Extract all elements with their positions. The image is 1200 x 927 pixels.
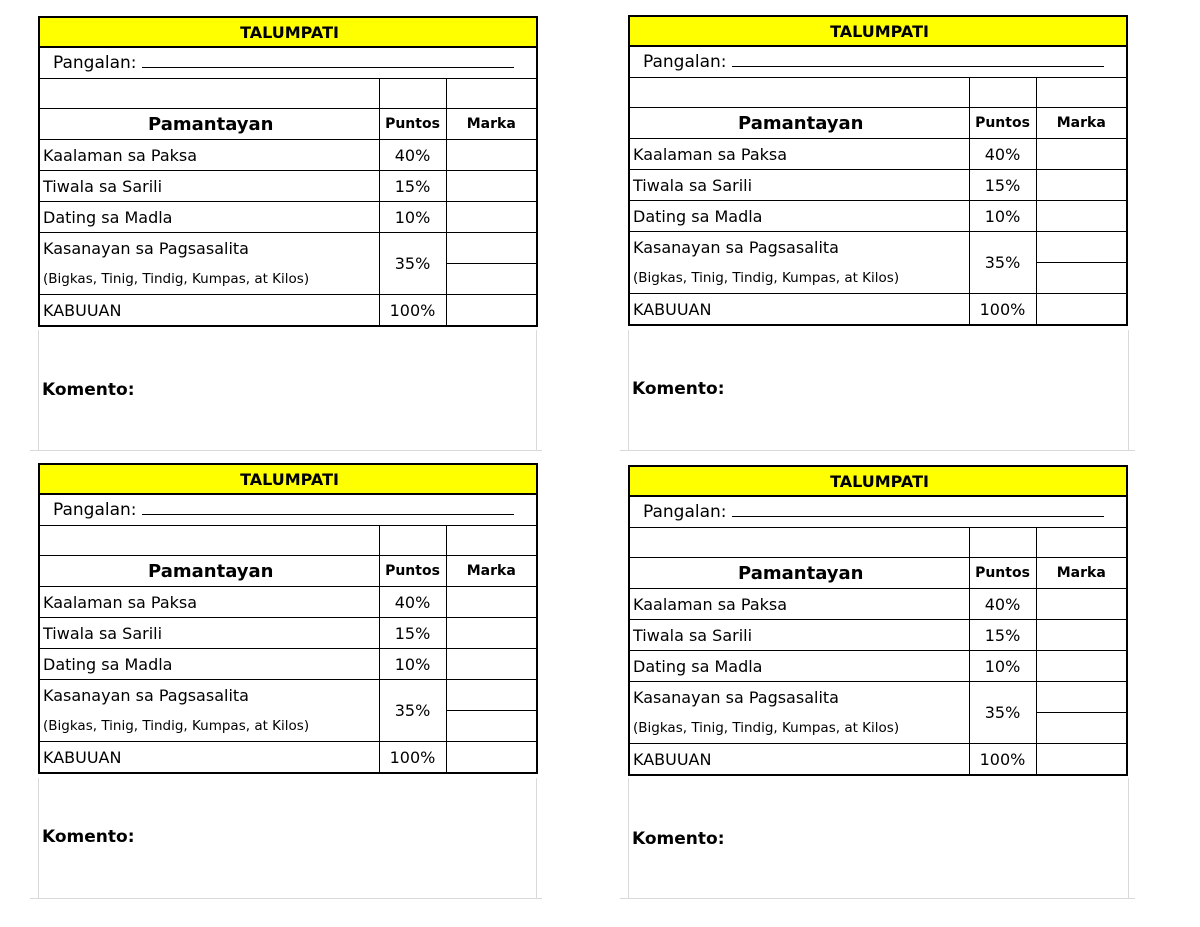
card-title: TALUMPATI [629, 466, 1127, 496]
grid-line [620, 898, 1135, 899]
score-header: Marka [1036, 108, 1127, 139]
criteria-cell: Kasanayan sa Pagsasalita [629, 232, 969, 263]
rubric-table [628, 15, 1128, 326]
empty-cell [379, 79, 446, 109]
name-blank-line[interactable] [732, 52, 1104, 67]
grid-line [38, 330, 39, 450]
name-label: Pangalan: [643, 502, 727, 522]
points-cell: 40% [969, 589, 1036, 620]
grid-line [536, 330, 537, 450]
score-header: Marka [446, 556, 537, 587]
points-header: Puntos [379, 109, 446, 140]
total-points: 100% [379, 295, 446, 327]
score-cell[interactable] [1036, 620, 1127, 651]
criteria-subtext: (Bigkas, Tinig, Tindig, Kumpas, at Kilos) [39, 264, 379, 295]
points-cell: 10% [379, 202, 446, 233]
criteria-cell: Dating sa Madla [629, 651, 969, 682]
score-cell[interactable] [1036, 139, 1127, 170]
score-cell[interactable] [1036, 201, 1127, 232]
criteria-header: Pamantayan [629, 108, 969, 139]
points-header: Puntos [969, 108, 1036, 139]
card-title: TALUMPATI [39, 17, 537, 47]
score-cell[interactable] [1036, 589, 1127, 620]
rubric-card-4 [628, 465, 1128, 897]
total-label: KABUUAN [39, 742, 379, 774]
grid-line [38, 778, 39, 898]
score-cell[interactable] [446, 618, 537, 649]
grid-line [628, 330, 629, 450]
rubric-card-3 [38, 463, 538, 895]
score-cell[interactable] [1036, 651, 1127, 682]
grid-line [628, 778, 629, 898]
criteria-cell: Kaalaman sa Paksa [39, 587, 379, 618]
score-cell[interactable] [446, 587, 537, 618]
name-field[interactable] [39, 494, 537, 526]
total-score-cell[interactable] [446, 742, 537, 774]
criteria-cell: Kaalaman sa Paksa [39, 140, 379, 171]
card-title: TALUMPATI [629, 16, 1127, 46]
criteria-cell: Dating sa Madla [629, 201, 969, 232]
name-label: Pangalan: [53, 53, 137, 73]
points-cell: 35% [379, 680, 446, 742]
criteria-cell: Tiwala sa Sarili [629, 620, 969, 651]
score-cell[interactable] [1036, 682, 1127, 713]
total-score-cell[interactable] [446, 295, 537, 327]
grid-line [30, 450, 542, 451]
score-cell[interactable] [446, 140, 537, 171]
score-cell[interactable] [446, 649, 537, 680]
rubric-card-1 [38, 16, 538, 448]
empty-cell [379, 526, 446, 556]
name-blank-line[interactable] [732, 502, 1104, 517]
score-cell[interactable] [446, 264, 537, 295]
total-points: 100% [969, 744, 1036, 776]
total-score-cell[interactable] [1036, 294, 1127, 326]
empty-cell [1036, 528, 1127, 558]
criteria-cell: Kasanayan sa Pagsasalita [39, 680, 379, 711]
points-cell: 10% [969, 651, 1036, 682]
empty-cell [969, 78, 1036, 108]
criteria-cell: Kaalaman sa Paksa [629, 139, 969, 170]
points-cell: 10% [969, 201, 1036, 232]
comment-label: Komento: [632, 829, 725, 849]
empty-cell [629, 78, 969, 108]
criteria-cell: Tiwala sa Sarili [629, 170, 969, 201]
total-score-cell[interactable] [1036, 744, 1127, 776]
criteria-cell: Dating sa Madla [39, 202, 379, 233]
score-cell[interactable] [1036, 263, 1127, 294]
total-label: KABUUAN [39, 295, 379, 327]
criteria-subtext: (Bigkas, Tinig, Tindig, Kumpas, at Kilos) [629, 713, 969, 744]
criteria-subtext: (Bigkas, Tinig, Tindig, Kumpas, at Kilos) [629, 263, 969, 294]
empty-cell [39, 79, 379, 109]
points-cell: 40% [969, 139, 1036, 170]
total-points: 100% [379, 742, 446, 774]
grid-line [1128, 778, 1129, 898]
points-cell: 15% [379, 618, 446, 649]
score-cell[interactable] [1036, 232, 1127, 263]
score-cell[interactable] [446, 233, 537, 264]
comment-label: Komento: [632, 379, 725, 399]
criteria-header: Pamantayan [39, 109, 379, 140]
empty-cell [629, 528, 969, 558]
total-label: KABUUAN [629, 744, 969, 776]
score-cell[interactable] [446, 680, 537, 711]
points-cell: 15% [969, 170, 1036, 201]
criteria-subtext: (Bigkas, Tinig, Tindig, Kumpas, at Kilos) [39, 711, 379, 742]
rubric-card-2 [628, 15, 1128, 447]
comment-label: Komento: [42, 380, 135, 400]
empty-cell [969, 528, 1036, 558]
rubric-table [38, 16, 538, 327]
points-cell: 35% [969, 682, 1036, 744]
name-field[interactable] [629, 496, 1127, 528]
grid-line [620, 450, 1135, 451]
score-cell[interactable] [446, 171, 537, 202]
criteria-header: Pamantayan [629, 558, 969, 589]
criteria-cell: Tiwala sa Sarili [39, 618, 379, 649]
name-label: Pangalan: [53, 500, 137, 520]
criteria-header: Pamantayan [39, 556, 379, 587]
points-cell: 15% [379, 171, 446, 202]
grid-line [536, 778, 537, 898]
name-field[interactable] [629, 46, 1127, 78]
name-blank-line[interactable] [142, 500, 514, 515]
empty-cell [39, 526, 379, 556]
score-header: Marka [1036, 558, 1127, 589]
card-title: TALUMPATI [39, 464, 537, 494]
name-blank-line[interactable] [142, 53, 514, 68]
name-label: Pangalan: [643, 52, 727, 72]
criteria-cell: Dating sa Madla [39, 649, 379, 680]
score-cell[interactable] [1036, 713, 1127, 744]
total-label: KABUUAN [629, 294, 969, 326]
grid-line [1128, 330, 1129, 450]
criteria-cell: Kasanayan sa Pagsasalita [39, 233, 379, 264]
grid-line [30, 898, 542, 899]
score-cell[interactable] [446, 711, 537, 742]
points-cell: 40% [379, 587, 446, 618]
rubric-table [38, 463, 538, 774]
score-cell[interactable] [1036, 170, 1127, 201]
criteria-cell: Kaalaman sa Paksa [629, 589, 969, 620]
empty-cell [446, 526, 537, 556]
points-cell: 35% [969, 232, 1036, 294]
points-header: Puntos [379, 556, 446, 587]
score-cell[interactable] [446, 202, 537, 233]
empty-cell [446, 79, 537, 109]
empty-cell [1036, 78, 1127, 108]
points-cell: 15% [969, 620, 1036, 651]
score-header: Marka [446, 109, 537, 140]
points-cell: 35% [379, 233, 446, 295]
total-points: 100% [969, 294, 1036, 326]
rubric-table [628, 465, 1128, 776]
points-cell: 40% [379, 140, 446, 171]
points-cell: 10% [379, 649, 446, 680]
name-field[interactable] [39, 47, 537, 79]
criteria-cell: Kasanayan sa Pagsasalita [629, 682, 969, 713]
comment-label: Komento: [42, 827, 135, 847]
points-header: Puntos [969, 558, 1036, 589]
criteria-cell: Tiwala sa Sarili [39, 171, 379, 202]
